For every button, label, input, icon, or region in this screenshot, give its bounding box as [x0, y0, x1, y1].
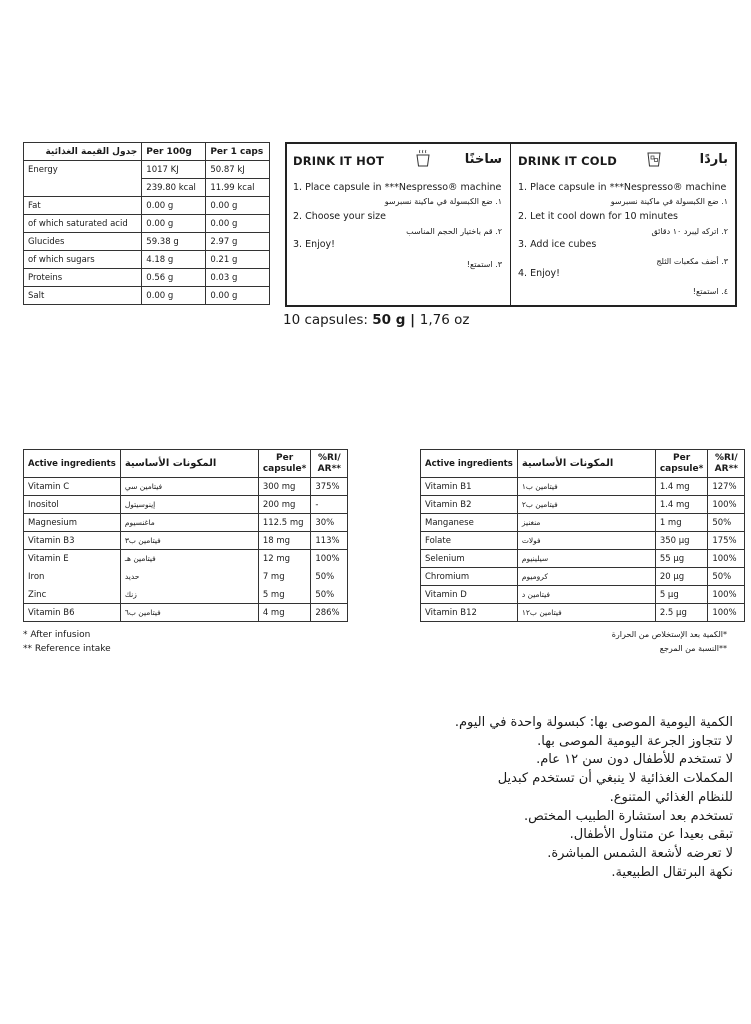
ingredient-name: Vitamin B6: [24, 604, 121, 622]
ingredient-name: Vitamin B3: [24, 532, 121, 550]
warning-line: نكهة البرتقال الطبيعية.: [611, 864, 733, 880]
ingredient-ri: 100%: [708, 496, 745, 514]
warning-line: لا تستخدم للأطفال دون سن ١٢ عام.: [536, 752, 733, 768]
nutrition-header-per100: Per 100g: [142, 143, 206, 161]
ingredient-amount: 1.4 mg: [655, 496, 708, 514]
table-row: [421, 532, 745, 550]
footnote-reference-intake-ar: **النسبة من المرجع: [659, 644, 727, 653]
warning-line: للنظام الغذائي المتنوع.: [609, 789, 733, 805]
table-row: [421, 604, 745, 622]
drink-cold-title: DRINK IT COLD: [518, 154, 618, 168]
table-row: [24, 161, 270, 179]
ingredient-name-ar: إينوسيتول: [120, 496, 258, 514]
ingredient-name-ar: كروميوم: [517, 568, 655, 586]
nutrient-label: Proteins: [24, 269, 142, 287]
nutrient-per100: 4.18 g: [142, 251, 206, 269]
cold-step-1-ar: ١. ضع الكبسولة في ماكينة نسبرسو: [610, 197, 728, 206]
nutrient-percap: 0.03 g: [206, 269, 270, 287]
warning-line: تستخدم بعد استشارة الطبيب المختص.: [523, 808, 733, 824]
ingredient-amount: 300 mg: [258, 478, 311, 496]
nutrient-per100: 239.80 kcal: [142, 179, 206, 197]
nutrition-header-row: [24, 143, 270, 161]
table-row: [24, 251, 270, 269]
nutrient-label: Energy: [24, 161, 142, 179]
warning-line: لا تتجاوز الجرعة اليومية الموصى بها.: [537, 733, 733, 749]
table-row: [24, 568, 348, 586]
ingredient-name: Folate: [421, 532, 518, 550]
warning-line: المكملات الغذائية لا ينبغي أن تستخدم كبديل: [497, 771, 733, 787]
ingredient-ri: 113%: [311, 532, 348, 550]
table-row: [24, 496, 348, 514]
ingredient-ri: 50%: [311, 586, 348, 604]
header-active-ingredients: Active ingredients: [24, 450, 121, 478]
ingredient-amount: 12 mg: [258, 550, 311, 568]
ingredient-name-ar: فيتامين هـ: [120, 550, 258, 568]
ingredient-name-ar: حديد: [120, 568, 258, 586]
nutrient-percap: 0.00 g: [206, 197, 270, 215]
ingredient-ri: 100%: [708, 550, 745, 568]
nutrient-label: Fat: [24, 197, 142, 215]
nutrient-per100: 1017 KJ: [142, 161, 206, 179]
ingredient-name: Vitamin D: [421, 586, 518, 604]
table-row: [24, 604, 348, 622]
ingredient-amount: 5 mg: [258, 586, 311, 604]
cold-step-2-ar: ٢. اتركه ليبرد ١٠ دقائق: [651, 227, 728, 236]
table-row: [24, 532, 348, 550]
capsule-count-line: [283, 312, 469, 328]
ingredient-name: Vitamin E: [24, 550, 121, 568]
ingredient-amount: 200 mg: [258, 496, 311, 514]
hot-step-2: 2. Choose your size: [293, 211, 386, 222]
table-row: [24, 514, 348, 532]
drink-cold-panel: [512, 144, 736, 305]
header-active-ingredients: Active ingredients: [421, 450, 518, 478]
nutrient-percap: 50.87 kJ: [206, 161, 270, 179]
footnotes-en: [23, 628, 111, 656]
cold-step-4-ar: ٤. استمتع!: [692, 287, 728, 296]
table-row: [24, 269, 270, 287]
ingredient-ri: 50%: [708, 568, 745, 586]
ingredient-name: Vitamin C: [24, 478, 121, 496]
ingredient-name: Vitamin B12: [421, 604, 518, 622]
ingredient-name-ar: فيتامين ب٣: [120, 532, 258, 550]
net-weight: 50 g: [372, 312, 406, 328]
table-row: [421, 568, 745, 586]
ingredient-amount: 2.5 µg: [655, 604, 708, 622]
table-row: [421, 586, 745, 604]
ingredient-amount: 20 µg: [655, 568, 708, 586]
footnote-reference-intake: ** Reference intake: [23, 644, 111, 654]
nutrient-label: of which sugars: [24, 251, 142, 269]
ingredients-header-row: [24, 450, 348, 478]
header-active-ingredients-ar: المكونات الأساسية: [120, 450, 258, 478]
ingredient-name-ar: ماغنسيوم: [120, 514, 258, 532]
nutrient-per100: 0.00 g: [142, 287, 206, 305]
ingredients-table-right: [420, 449, 745, 622]
drink-cold-title-ar: باردًا: [699, 152, 728, 167]
table-row: [421, 550, 745, 568]
nutrient-percap: 0.21 g: [206, 251, 270, 269]
ingredient-name-ar: سيلينيوم: [517, 550, 655, 568]
nutrition-header-label: جدول القيمة الغذائية: [24, 143, 142, 161]
ingredient-amount: 5 µg: [655, 586, 708, 604]
hot-step-1: 1. Place capsule in ***Nespresso® machine: [293, 182, 502, 193]
ingredient-ri: 127%: [708, 478, 745, 496]
cold-step-3: 3. Add ice cubes: [518, 239, 597, 250]
table-row: [24, 586, 348, 604]
header-active-ingredients-ar: المكونات الأساسية: [517, 450, 655, 478]
header-ri: %RI/ AR**: [311, 450, 348, 478]
ingredient-amount: 112.5 mg: [258, 514, 311, 532]
cold-step-4: 4. Enjoy!: [518, 268, 560, 279]
nutrient-label: [24, 179, 142, 197]
hot-step-3-ar: ٣. استمتع!: [466, 260, 502, 269]
footnote-after-infusion: * After infusion: [23, 630, 91, 640]
warning-line: تبقى بعيدا عن متناول الأطفال.: [569, 827, 733, 843]
ingredient-amount: 55 µg: [655, 550, 708, 568]
header-per-capsule: Per capsule*: [655, 450, 708, 478]
table-row: [421, 478, 745, 496]
drink-instructions-box: [285, 142, 737, 307]
net-weight-oz: 1,76 oz: [419, 312, 470, 328]
cold-step-3-ar: ٣. أضف مكعبات الثلج: [656, 257, 728, 266]
ingredient-name-ar: فيتامين سي: [120, 478, 258, 496]
ingredient-name: Zinc: [24, 586, 121, 604]
ingredient-name: Vitamin B2: [421, 496, 518, 514]
ingredient-name: Iron: [24, 568, 121, 586]
nutrient-label: Glucides: [24, 233, 142, 251]
ingredient-name-ar: فيتامين ب٢: [517, 496, 655, 514]
table-row: [24, 215, 270, 233]
ingredient-ri: -: [311, 496, 348, 514]
ingredients-header-row: [421, 450, 745, 478]
ingredient-name-ar: فيتامين د: [517, 586, 655, 604]
ingredient-ri: 100%: [708, 586, 745, 604]
ingredient-name: Vitamin B1: [421, 478, 518, 496]
ingredient-ri: 100%: [311, 550, 348, 568]
nutrient-label: of which saturated acid: [24, 215, 142, 233]
footnote-after-infusion-ar: *الكمية بعد الإستخلاص من الحرارة: [611, 630, 727, 639]
ingredient-name: Inositol: [24, 496, 121, 514]
nutrient-percap: 0.00 g: [206, 215, 270, 233]
drink-hot-title-ar: ساخنًا: [464, 152, 502, 167]
ingredient-name: Chromium: [421, 568, 518, 586]
nutrition-header-percap: Per 1 caps: [206, 143, 270, 161]
ingredient-name: Selenium: [421, 550, 518, 568]
nutrient-per100: 0.00 g: [142, 197, 206, 215]
warnings-ar: [455, 714, 733, 882]
nutrient-label: Salt: [24, 287, 142, 305]
nutrient-percap: 11.99 kcal: [206, 179, 270, 197]
ingredient-amount: 1 mg: [655, 514, 708, 532]
table-row: [24, 478, 348, 496]
ingredient-ri: 175%: [708, 532, 745, 550]
cold-step-1: 1. Place capsule in ***Nespresso® machine: [518, 182, 727, 193]
nutrition-table: [23, 142, 270, 305]
warning-line: الكمية اليومية الموصى بها: كبسولة واحدة في اليوم.: [454, 715, 733, 730]
ingredient-name: Magnesium: [24, 514, 121, 532]
ingredient-ri: 286%: [311, 604, 348, 622]
nutrient-percap: 2.97 g: [206, 233, 270, 251]
ingredient-name-ar: زنك: [120, 586, 258, 604]
ingredient-name-ar: فيتامين ب٦: [120, 604, 258, 622]
table-row: [24, 233, 270, 251]
ingredient-ri: 50%: [311, 568, 348, 586]
header-per-capsule: Per capsule*: [258, 450, 311, 478]
ingredient-amount: 7 mg: [258, 568, 311, 586]
warning-line: لا تعرضه لأشعة الشمس المباشرة.: [547, 845, 733, 861]
ingredient-amount: 4 mg: [258, 604, 311, 622]
ingredient-name-ar: فيتامين ب١: [517, 478, 655, 496]
weight-separator: |: [405, 312, 420, 328]
nutrient-percap: 0.00 g: [206, 287, 270, 305]
table-row: [24, 550, 348, 568]
nutrient-per100: 59.38 g: [142, 233, 206, 251]
hot-step-3: 3. Enjoy!: [293, 239, 335, 250]
header-ri: %RI/ AR**: [708, 450, 745, 478]
cold-step-2: 2. Let it cool down for 10 minutes: [518, 211, 678, 222]
ingredient-ri: 50%: [708, 514, 745, 532]
iced-cup-icon: [646, 149, 662, 167]
nutrient-per100: 0.00 g: [142, 215, 206, 233]
ingredient-amount: 1.4 mg: [655, 478, 708, 496]
table-row: [24, 197, 270, 215]
table-row: [24, 179, 270, 197]
hot-step-2-ar: ٢. قم باختيار الحجم المناسب: [406, 227, 502, 236]
hot-cup-icon: [415, 149, 431, 167]
table-row: [24, 287, 270, 305]
ingredients-table-left: [23, 449, 348, 622]
hot-step-1-ar: ١. ضع الكبسولة في ماكينة نسبرسو: [384, 197, 502, 206]
nutrient-per100: 0.56 g: [142, 269, 206, 287]
ingredient-name-ar: فيتامين ب١٢: [517, 604, 655, 622]
ingredient-name-ar: منغنيز: [517, 514, 655, 532]
ingredient-ri: 100%: [708, 604, 745, 622]
ingredient-name-ar: فولات: [517, 532, 655, 550]
drink-hot-panel: [287, 144, 511, 305]
ingredient-ri: 375%: [311, 478, 348, 496]
ingredient-name: Manganese: [421, 514, 518, 532]
drink-hot-title: DRINK IT HOT: [293, 154, 384, 168]
ingredient-amount: 18 mg: [258, 532, 311, 550]
capsule-count: 10 capsules:: [283, 312, 373, 328]
table-row: [421, 514, 745, 532]
ingredient-amount: 350 µg: [655, 532, 708, 550]
ingredient-ri: 30%: [311, 514, 348, 532]
table-row: [421, 496, 745, 514]
footnotes-ar: [612, 628, 727, 656]
